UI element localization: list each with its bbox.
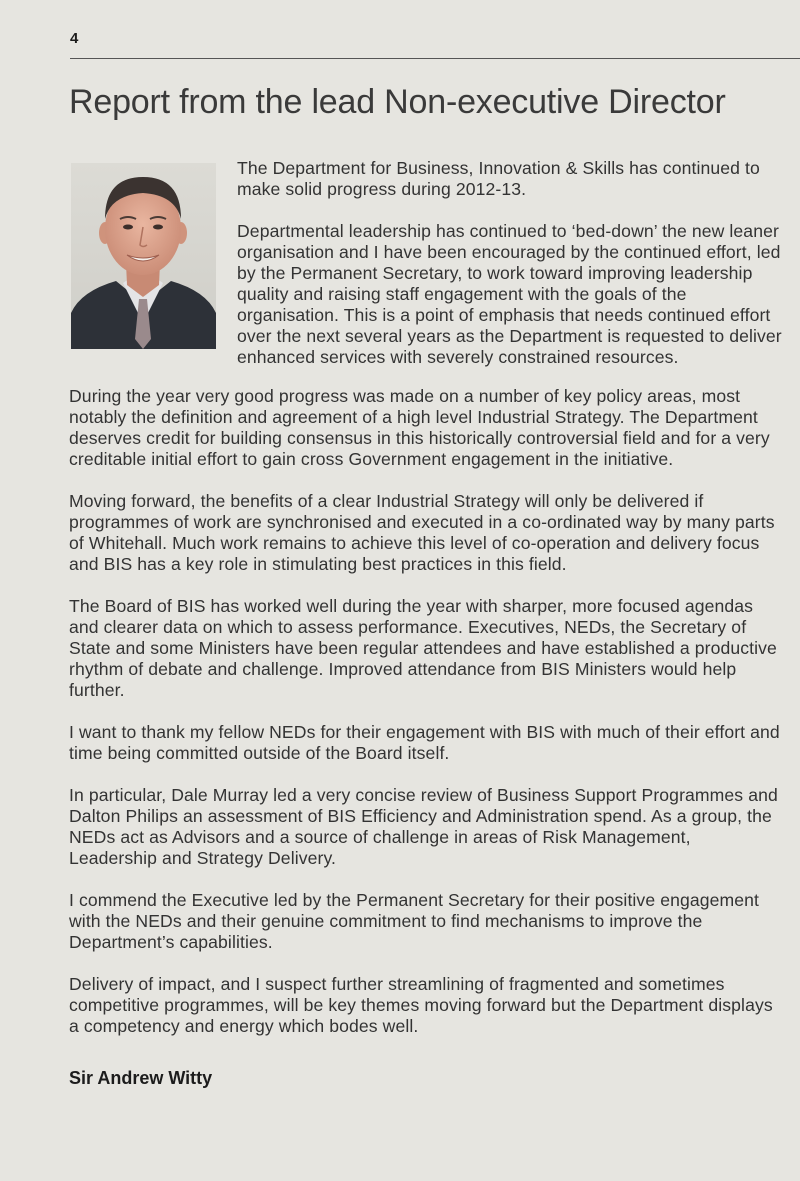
portrait-illustration bbox=[71, 163, 216, 349]
intro-text bbox=[237, 158, 782, 368]
page-number: 4 bbox=[70, 30, 79, 47]
body-paragraph: In particular, Dale Murray led a very concise review of Business Support Programmes and Dalton Philips an assessment of BIS Efficiency and Administration spend. As a group, the NEDs act as Advisors and a source of challenge in areas of Risk Management, Leadership and Strategy Delivery. bbox=[69, 785, 778, 868]
intro-paragraph: The Department for Business, Innovation & Skills has continued to make solid progress during 2012-13. bbox=[237, 158, 760, 199]
top-rule bbox=[70, 58, 800, 59]
body-paragraph: I want to thank my fellow NEDs for their engagement with BIS with much of their effort and time being committed outside of the Board itself. bbox=[69, 722, 780, 763]
body-paragraph: I commend the Executive led by the Permanent Secretary for their positive engagement with the NEDs and their genuine commitment to find mechanisms to improve the Department’s capabilities. bbox=[69, 890, 760, 952]
page-title: Report from the lead Non-executive Director bbox=[69, 83, 726, 121]
body-paragraph: Moving forward, the benefits of a clear Industrial Strategy will only be delivered if programmes of work are synchronised and executed in a co-ordinated way by many parts of Whitehall. Much work remains to achieve this level of co-operation and delivery focus and BIS has a key role in stimulating best practices in this field. bbox=[69, 491, 775, 574]
signature: Sir Andrew Witty bbox=[69, 1068, 213, 1088]
intro-paragraph: Departmental leadership has continued to ‘bed-down’ the new leaner organisation and I have been encouraged by the continued effort, led by the Permanent Secretary, to work toward improving leadership quality and raising staff engagement with the goals of the organisation. This is a point of emphasis that needs continued effort over the next several years as the Department is requested to deliver enhanced services with severely constrained resources. bbox=[237, 221, 782, 367]
body-text bbox=[69, 386, 781, 1058]
portrait-photo bbox=[71, 163, 216, 349]
body-paragraph: Delivery of impact, and I suspect further streamlining of fragmented and sometimes competitive programmes, will be key themes moving forward but the Department displays a competency and energy which bodes well. bbox=[69, 974, 773, 1036]
body-paragraph: The Board of BIS has worked well during the year with sharper, more focused agendas and clearer data on which to assess performance. Executives, NEDs, the Secretary of State and some Ministers have been regular attendees and have established a productive rhythm of debate and challenge. Improved attendance from BIS Ministers would help further. bbox=[69, 596, 777, 700]
body-paragraph: During the year very good progress was made on a number of key policy areas, most notably the definition and agreement of a high level Industrial Strategy. The Department deserves credit for building consensus in this historically controversial field and for a very creditable initial effort to gain cross Government engagement in the initiative. bbox=[69, 386, 770, 469]
